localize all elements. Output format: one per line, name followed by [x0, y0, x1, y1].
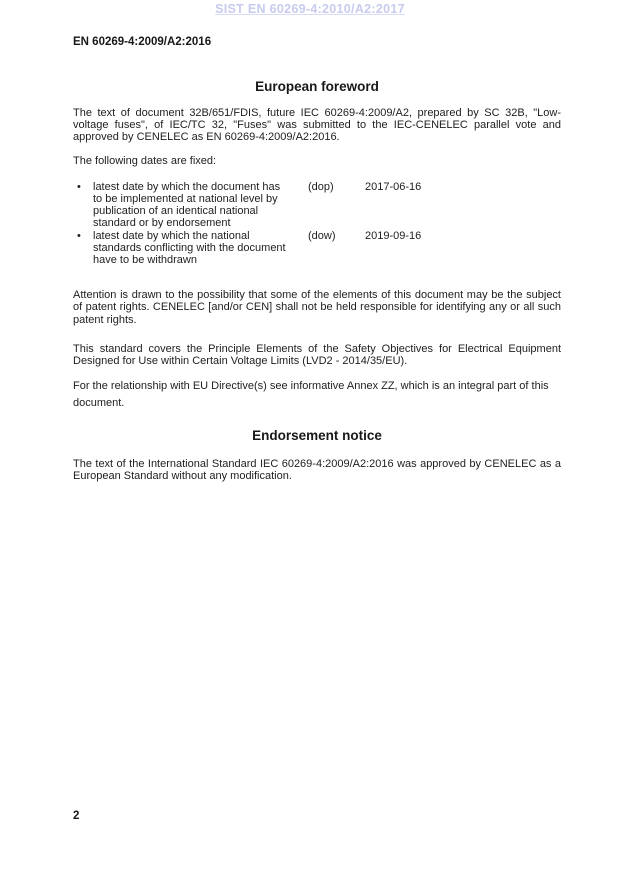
fixed-dates-list — [73, 181, 561, 266]
dow-description: latest date by which the national standards conflicting with the document have to be withdrawn — [93, 229, 286, 267]
dow-abbreviation: (dow) — [308, 229, 336, 242]
list-item-dow — [73, 230, 561, 267]
bullet-icon — [73, 181, 93, 193]
lvd-scope-paragraph: This standard covers the Principle Elements of the Safety Objectives for Electrical Equipment Designed for Use within Certain Voltage Limits (LVD2 - 2014/35/EU). — [73, 342, 561, 368]
foreword-intro-paragraph: The text of document 32B/651/FDIS, future IEC 60269-4:2009/A2, prepared by SC 32B, "Low-voltage fuses", of IEC/TC 32, "Fuses" was submitted to the IEC-CENELEC parallel vote and approved by CENELEC as EN 60269-4:2009/A2:2016. — [73, 107, 561, 144]
bullet-icon — [73, 230, 93, 242]
sist-watermark-header: SIST EN 60269-4:2010/A2:2017 — [215, 2, 405, 16]
patent-attention-paragraph: Attention is drawn to the possibility that some of the elements of this document may be the subject of patent rights. CENELEC [and/or CEN] shall not be held responsible for identifying any or all such patent rights. — [73, 289, 561, 326]
dow-date: 2019-09-16 — [365, 229, 422, 242]
dop-abbreviation: (dop) — [308, 180, 334, 193]
foreword-heading: European foreword — [255, 79, 379, 94]
dates-intro-text: The following dates are fixed: — [73, 154, 217, 167]
endorsement-paragraph: The text of the International Standard IEC 60269-4:2009/A2:2016 was approved by CENELEC as a European Standard without any modification. — [73, 458, 561, 483]
dop-description: latest date by which the document has to be implemented at national level by publication of an identical national standard or by endorsement — [93, 180, 281, 230]
list-item-dop — [73, 181, 561, 230]
page-content — [73, 79, 561, 494]
page-number: 2 — [73, 810, 80, 822]
annex-zz-paragraph: For the relationship with EU Directive(s) see informative Annex ZZ, which is an integral part of this document. — [73, 380, 549, 410]
document-reference: EN 60269-4:2009/A2:2016 — [73, 36, 212, 48]
endorsement-heading: Endorsement notice — [252, 428, 382, 444]
dop-date: 2017-06-16 — [365, 180, 422, 193]
